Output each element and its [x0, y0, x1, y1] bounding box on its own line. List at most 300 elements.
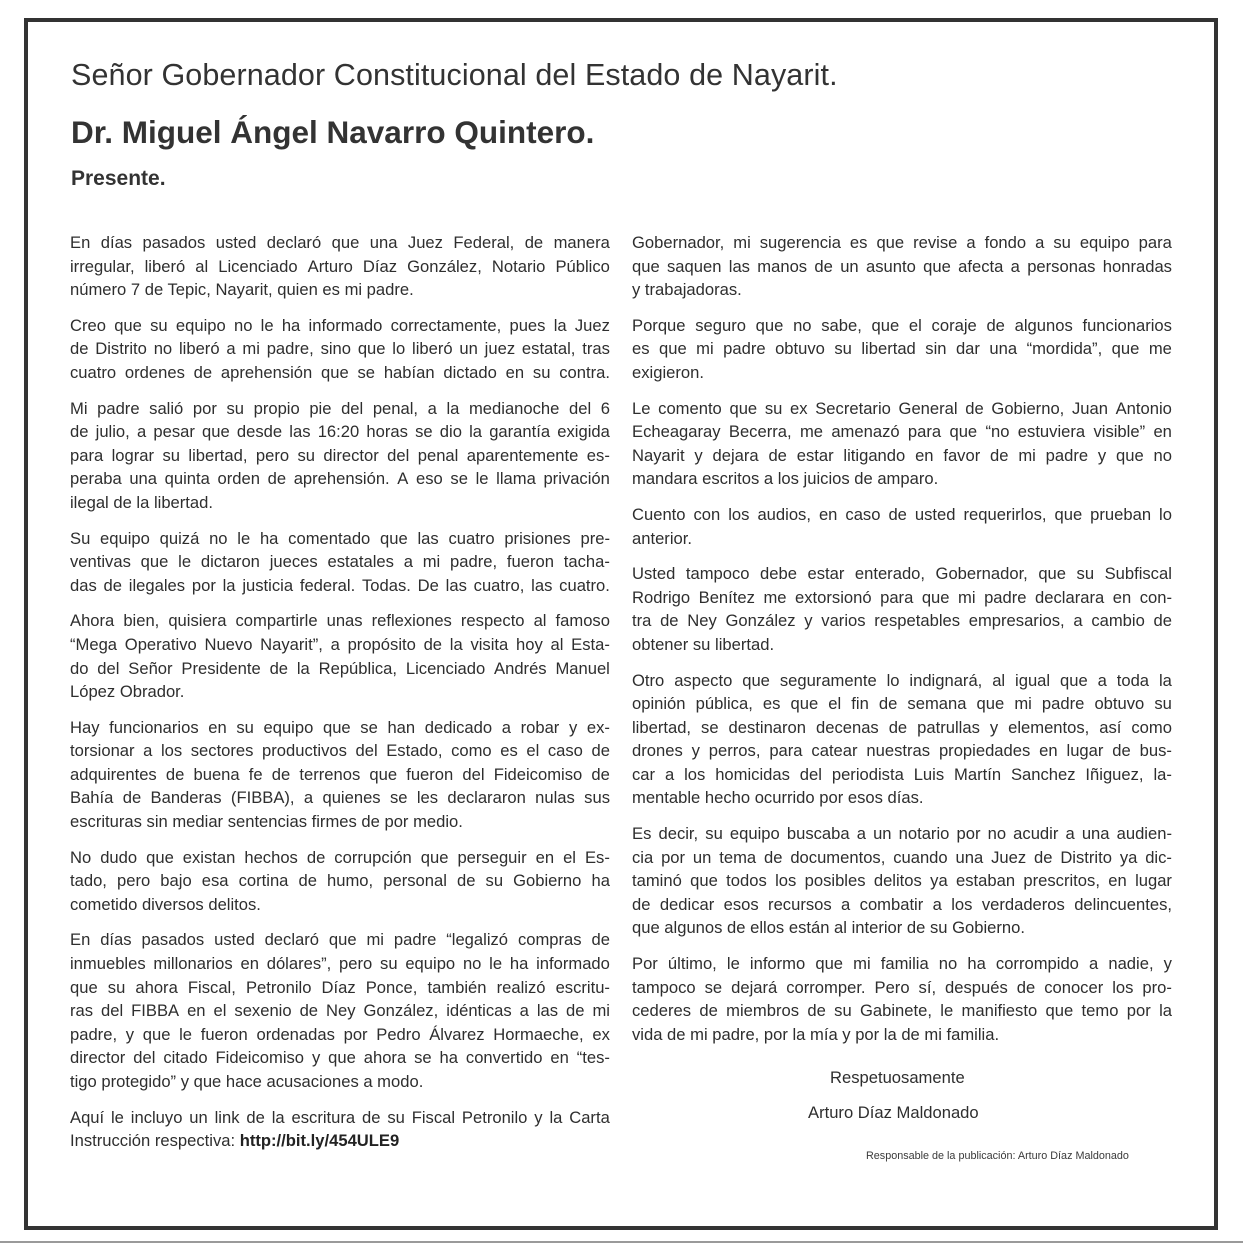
word: que: [140, 552, 169, 572]
word: y: [1163, 954, 1172, 974]
word: a: [932, 894, 942, 914]
word: de: [165, 764, 185, 784]
word: ordenadas: [256, 1024, 335, 1044]
word: do: [70, 658, 89, 678]
word: Es: [632, 824, 652, 844]
word: su: [226, 398, 244, 418]
text-line: [70, 467, 610, 491]
word: Le: [632, 398, 651, 418]
text-line-content: escrituras sin mediar sentencias firmes de por medio.: [70, 812, 463, 832]
word: de: [807, 1001, 826, 1021]
word: mi: [696, 339, 714, 359]
word: inmuebles: [70, 954, 146, 974]
text-line-content: [70, 633, 610, 657]
text-line-content: [632, 716, 1172, 740]
text-line-content: [632, 692, 1172, 716]
word: extorsionó: [795, 587, 872, 607]
paragraph: [632, 952, 1172, 1046]
text-line: [632, 916, 1172, 940]
word: coraje: [931, 315, 977, 335]
word: de: [271, 764, 291, 784]
word: su: [236, 717, 254, 737]
word: equipo: [263, 717, 314, 737]
word: en: [1108, 871, 1127, 891]
text-line-content: número 7 de Tepic, Nayarit, quien es mi padre.: [70, 280, 414, 300]
word: quizá: [159, 528, 200, 548]
word: contra.: [559, 362, 610, 382]
word: los: [728, 504, 750, 524]
word: de: [699, 1001, 718, 1021]
word: al: [533, 611, 547, 631]
word: Banderas: [150, 788, 222, 808]
text-line-content: [632, 763, 1172, 787]
word: Luis: [913, 764, 945, 784]
word: Nayarit”,: [260, 634, 323, 654]
word: por: [192, 398, 217, 418]
word: una: [955, 847, 984, 867]
text-line-content: [632, 893, 1172, 917]
word: aprehensión: [220, 362, 313, 382]
word: González: [725, 611, 796, 631]
text-line: [70, 1070, 610, 1094]
word: del: [355, 741, 378, 761]
word: Hormaeche,: [493, 1024, 584, 1044]
word: personas: [1027, 256, 1096, 276]
word: de: [70, 422, 89, 442]
word: Martín: [954, 764, 1002, 784]
word: equipo: [100, 528, 150, 548]
word: a: [1089, 954, 1099, 974]
word: en: [1112, 587, 1132, 607]
word: para: [1138, 233, 1172, 252]
word: pública,: [695, 694, 753, 714]
word: ahora: [135, 977, 178, 997]
word: ahora: [363, 1048, 407, 1068]
word: su: [1053, 233, 1071, 252]
text-line: [70, 337, 610, 361]
word: en: [208, 717, 227, 737]
text-line: [70, 633, 610, 657]
word: liberó: [178, 339, 220, 359]
text-line-content: [632, 255, 1172, 279]
word: a: [966, 233, 976, 252]
word: sí,: [918, 977, 937, 997]
text-line: [632, 231, 1172, 255]
word: y: [804, 611, 813, 631]
text-line: [70, 397, 610, 421]
word: Gobierno,: [991, 398, 1065, 418]
word: de: [298, 871, 317, 891]
word: padre: [393, 930, 437, 950]
word: su: [705, 824, 723, 844]
word: de: [423, 634, 443, 654]
word: que: [790, 694, 819, 714]
word: dejará: [731, 977, 778, 997]
word: mi: [422, 552, 441, 572]
text-line-content: [632, 420, 1172, 444]
word: su: [1154, 694, 1172, 714]
word: un: [840, 256, 859, 276]
word: los: [775, 871, 797, 891]
word: Juez: [991, 847, 1027, 867]
text-line-content: [70, 444, 610, 468]
text-line-content: [70, 846, 610, 870]
word: No: [70, 847, 92, 867]
word: horas: [366, 422, 408, 442]
word: ha: [967, 954, 986, 974]
word: mi: [1018, 445, 1036, 465]
word: Aquí: [70, 1107, 105, 1127]
word: que: [729, 398, 758, 418]
word: a: [143, 741, 153, 761]
text-line-content: [70, 231, 610, 255]
signature-name: Arturo Díaz Maldonado: [808, 1103, 979, 1122]
word: decenas: [815, 717, 879, 737]
word: FIBBA: [131, 1001, 180, 1021]
word: llama: [496, 469, 536, 489]
word: audios,: [757, 504, 811, 524]
word: lo: [886, 670, 900, 690]
word: que: [690, 871, 718, 891]
word: me: [799, 422, 823, 442]
word: padre,: [266, 339, 314, 359]
word: unas: [326, 611, 363, 631]
word: Secretario: [815, 398, 891, 418]
word: jueces: [269, 552, 318, 572]
word: no: [209, 528, 228, 548]
word: escritura: [291, 1107, 356, 1127]
word: cuatro: [70, 362, 117, 382]
word: que: [755, 315, 784, 335]
text-line-content: [632, 397, 1172, 421]
word: igual: [1015, 670, 1051, 690]
word: adquirentes: [70, 764, 157, 784]
word: que: [871, 315, 900, 335]
word: estatal,: [521, 339, 576, 359]
word: ha: [281, 315, 301, 335]
word: me: [1148, 339, 1172, 359]
text-line: [632, 527, 1172, 551]
word: se: [389, 788, 408, 808]
word: y: [311, 1048, 321, 1068]
text-line: [632, 669, 1172, 693]
word: cuatro.: [559, 575, 610, 595]
word: su: [485, 871, 504, 891]
word: les: [416, 788, 439, 808]
paragraph: [632, 503, 1172, 550]
word: y: [1097, 445, 1107, 465]
word: torsionar: [70, 741, 135, 761]
word: propósito: [347, 634, 416, 654]
word: en: [240, 954, 259, 974]
word: de: [103, 575, 123, 595]
word: Fideicomiso: [215, 1048, 305, 1068]
word: Petronilo: [245, 977, 312, 997]
text-line-content: [70, 527, 610, 551]
word: lo: [392, 339, 406, 359]
word: las: [728, 256, 750, 276]
word: quienes: [322, 788, 381, 808]
word: correctamente,: [390, 315, 502, 335]
word: como: [451, 741, 492, 761]
word: Fideicomiso: [493, 764, 583, 784]
word: Juan: [1071, 398, 1108, 418]
word: pasados: [141, 930, 205, 950]
text-line: [70, 763, 610, 787]
text-line-content: [632, 822, 1172, 846]
word: terrenos: [299, 764, 361, 784]
word: le: [179, 1024, 193, 1044]
text-line-content: [632, 562, 1172, 586]
text-line: [632, 503, 1172, 527]
word: un: [692, 847, 712, 867]
word: Hay: [70, 717, 100, 737]
word: Juez: [574, 315, 610, 335]
text-line-content: [70, 716, 610, 740]
text-line-content: [70, 763, 610, 787]
word: honradas: [1102, 256, 1172, 276]
word: sexenio: [234, 1001, 292, 1021]
word: perseguir: [457, 847, 527, 867]
word: orden: [217, 469, 260, 489]
word: por: [1126, 1001, 1151, 1021]
word: drones: [632, 741, 683, 761]
word: dictado: [443, 362, 497, 382]
word: comentado: [288, 528, 371, 548]
text-line-content: [632, 869, 1172, 893]
word: se: [701, 717, 719, 737]
word: Operativo: [124, 634, 197, 654]
word: dictaron: [200, 552, 260, 572]
text-line-content: que algunos de ellos están al interior de su Gobierno.: [632, 918, 1025, 938]
word: a: [427, 398, 437, 418]
word: acudir: [1013, 824, 1059, 844]
word: Presidente: [181, 658, 261, 678]
word: Ponce,: [365, 977, 418, 997]
word: informado: [308, 315, 383, 335]
text-line-content: y trabajadoras.: [632, 280, 742, 300]
word: Fiscal,: [187, 977, 236, 997]
text-line: [632, 739, 1172, 763]
word: ha: [439, 1048, 458, 1068]
word: opinión: [632, 694, 686, 714]
word: dic-: [1145, 847, 1172, 867]
paragraph: [632, 231, 1172, 302]
word: propiedades: [938, 741, 1031, 761]
word: toda: [1116, 670, 1150, 690]
word: no: [153, 339, 173, 359]
word: comento: [658, 398, 722, 418]
word: Carta: [569, 1107, 610, 1127]
word: Juez: [407, 233, 443, 252]
word: al: [992, 670, 1006, 690]
word: del: [799, 764, 822, 784]
text-line: [632, 952, 1172, 976]
text-line-content: [70, 786, 610, 810]
word: se: [414, 1048, 432, 1068]
word: después: [945, 977, 1008, 997]
word: no: [1153, 445, 1172, 465]
text-line: [632, 893, 1172, 917]
text-line-content: [70, 999, 610, 1023]
word: de: [299, 1001, 319, 1021]
word: del: [569, 398, 592, 418]
text-line-content: [632, 609, 1172, 633]
word: afecta: [958, 256, 1004, 276]
word: tampoco: [632, 977, 696, 997]
paragraph: [632, 822, 1172, 940]
word: delitos: [873, 871, 922, 891]
word: fueron: [406, 764, 454, 784]
word: Arturo: [307, 256, 353, 276]
word: idénticas: [446, 1001, 512, 1021]
text-line: [632, 397, 1172, 421]
word: catear: [811, 741, 858, 761]
word: medianoche: [468, 398, 560, 418]
word: lugar: [1066, 741, 1104, 761]
word: de: [122, 788, 142, 808]
word: una: [989, 339, 1018, 359]
word: perros,: [708, 741, 761, 761]
word: un: [459, 339, 478, 359]
word: de: [456, 871, 476, 891]
word: sugerencia: [759, 233, 841, 252]
text-line-content: [632, 999, 1172, 1023]
word: de: [306, 847, 326, 867]
word: Bahía: [70, 788, 114, 808]
word: con: [693, 504, 721, 524]
word: Usted: [632, 564, 676, 584]
word: que: [1038, 564, 1066, 584]
word: la: [296, 658, 310, 678]
word: esa: [201, 871, 229, 891]
word: lograr: [111, 445, 155, 465]
word: realizó: [496, 977, 546, 997]
word: libertad,: [632, 717, 692, 737]
word: saquen: [667, 256, 722, 276]
word: usted: [914, 504, 956, 524]
paragraph: [70, 928, 610, 1093]
word: le: [726, 954, 740, 974]
text-line-content: [70, 1106, 610, 1130]
word: link: [214, 1107, 240, 1127]
word: Federal,: [453, 233, 515, 252]
text-line: [70, 420, 610, 444]
word: Manuel: [555, 658, 610, 678]
paragraph: [632, 669, 1172, 811]
word: días: [100, 930, 132, 950]
word: estatales: [327, 552, 394, 572]
word: los: [951, 894, 973, 914]
word: en: [550, 1048, 569, 1068]
word: prescritos,: [1023, 871, 1100, 891]
word: en: [1153, 422, 1172, 442]
word: De: [417, 575, 439, 595]
word: familia: [880, 954, 929, 974]
text-line-content: obtener su libertad.: [632, 634, 775, 654]
word: del: [387, 445, 410, 465]
word: taminó: [632, 871, 682, 891]
word: días: [100, 233, 133, 252]
word: debe: [760, 564, 797, 584]
word: justicia: [242, 575, 294, 595]
word: la: [549, 1107, 563, 1127]
word: un: [189, 1107, 208, 1127]
word: sabe,: [821, 315, 862, 335]
word: elementos,: [1008, 717, 1090, 737]
word: liberó: [412, 339, 453, 359]
word: que: [976, 694, 1005, 714]
word: requerirlos,: [963, 504, 1047, 524]
word: para: [70, 445, 104, 465]
text-line-content: [632, 444, 1172, 468]
word: En: [70, 233, 91, 252]
word: es: [632, 339, 650, 359]
word: dedicado: [424, 717, 493, 737]
word: amenazó: [831, 422, 900, 442]
word: exigida: [557, 422, 610, 442]
word: seguramente: [779, 670, 877, 690]
text-line: [70, 491, 610, 515]
word: respetables: [874, 611, 961, 631]
word: de: [814, 256, 833, 276]
word: buena: [193, 764, 240, 784]
word: es: [849, 233, 868, 252]
word: tra: [632, 611, 652, 631]
word: que: [322, 717, 351, 737]
word: Petronilo: [461, 1107, 528, 1127]
text-line: [70, 893, 610, 917]
instruction-link[interactable]: http://bit.ly/454ULE9: [239, 1131, 400, 1151]
text-line: [70, 786, 610, 810]
text-line: [70, 976, 610, 1000]
word: Pedro: [376, 1024, 421, 1044]
word: salió: [149, 398, 184, 418]
word: se: [415, 422, 433, 442]
word: director: [323, 445, 379, 465]
word: las: [417, 528, 439, 548]
word: a: [841, 894, 851, 914]
word: ya: [930, 871, 948, 891]
word: lugar: [1135, 871, 1172, 891]
word: una: [1081, 824, 1110, 844]
text-line: [632, 633, 1172, 657]
word: bajo: [160, 871, 192, 891]
text-line-content: [70, 739, 610, 763]
word: asunto: [865, 256, 916, 276]
word: mi: [853, 954, 871, 974]
word: en: [915, 445, 934, 465]
word: Díaz: [321, 977, 356, 997]
word: Díaz: [362, 256, 398, 276]
text-line: [70, 739, 610, 763]
word: le: [178, 552, 192, 572]
word: homicidas: [715, 764, 790, 784]
text-line-content: [70, 397, 610, 421]
word: a: [226, 339, 236, 359]
word: libertad,: [188, 445, 248, 465]
word: julio,: [95, 422, 130, 442]
text-line: [632, 822, 1172, 846]
text-line: [632, 420, 1172, 444]
word: das: [70, 575, 97, 595]
word: corromper.: [786, 977, 866, 997]
word: declaró: [266, 233, 322, 252]
text-line-content: vida de mi padre, por la mía y por la de mi familia.: [632, 1024, 1000, 1044]
text-line: [632, 255, 1172, 279]
text-line: [632, 976, 1172, 1000]
word: 6: [600, 398, 610, 418]
